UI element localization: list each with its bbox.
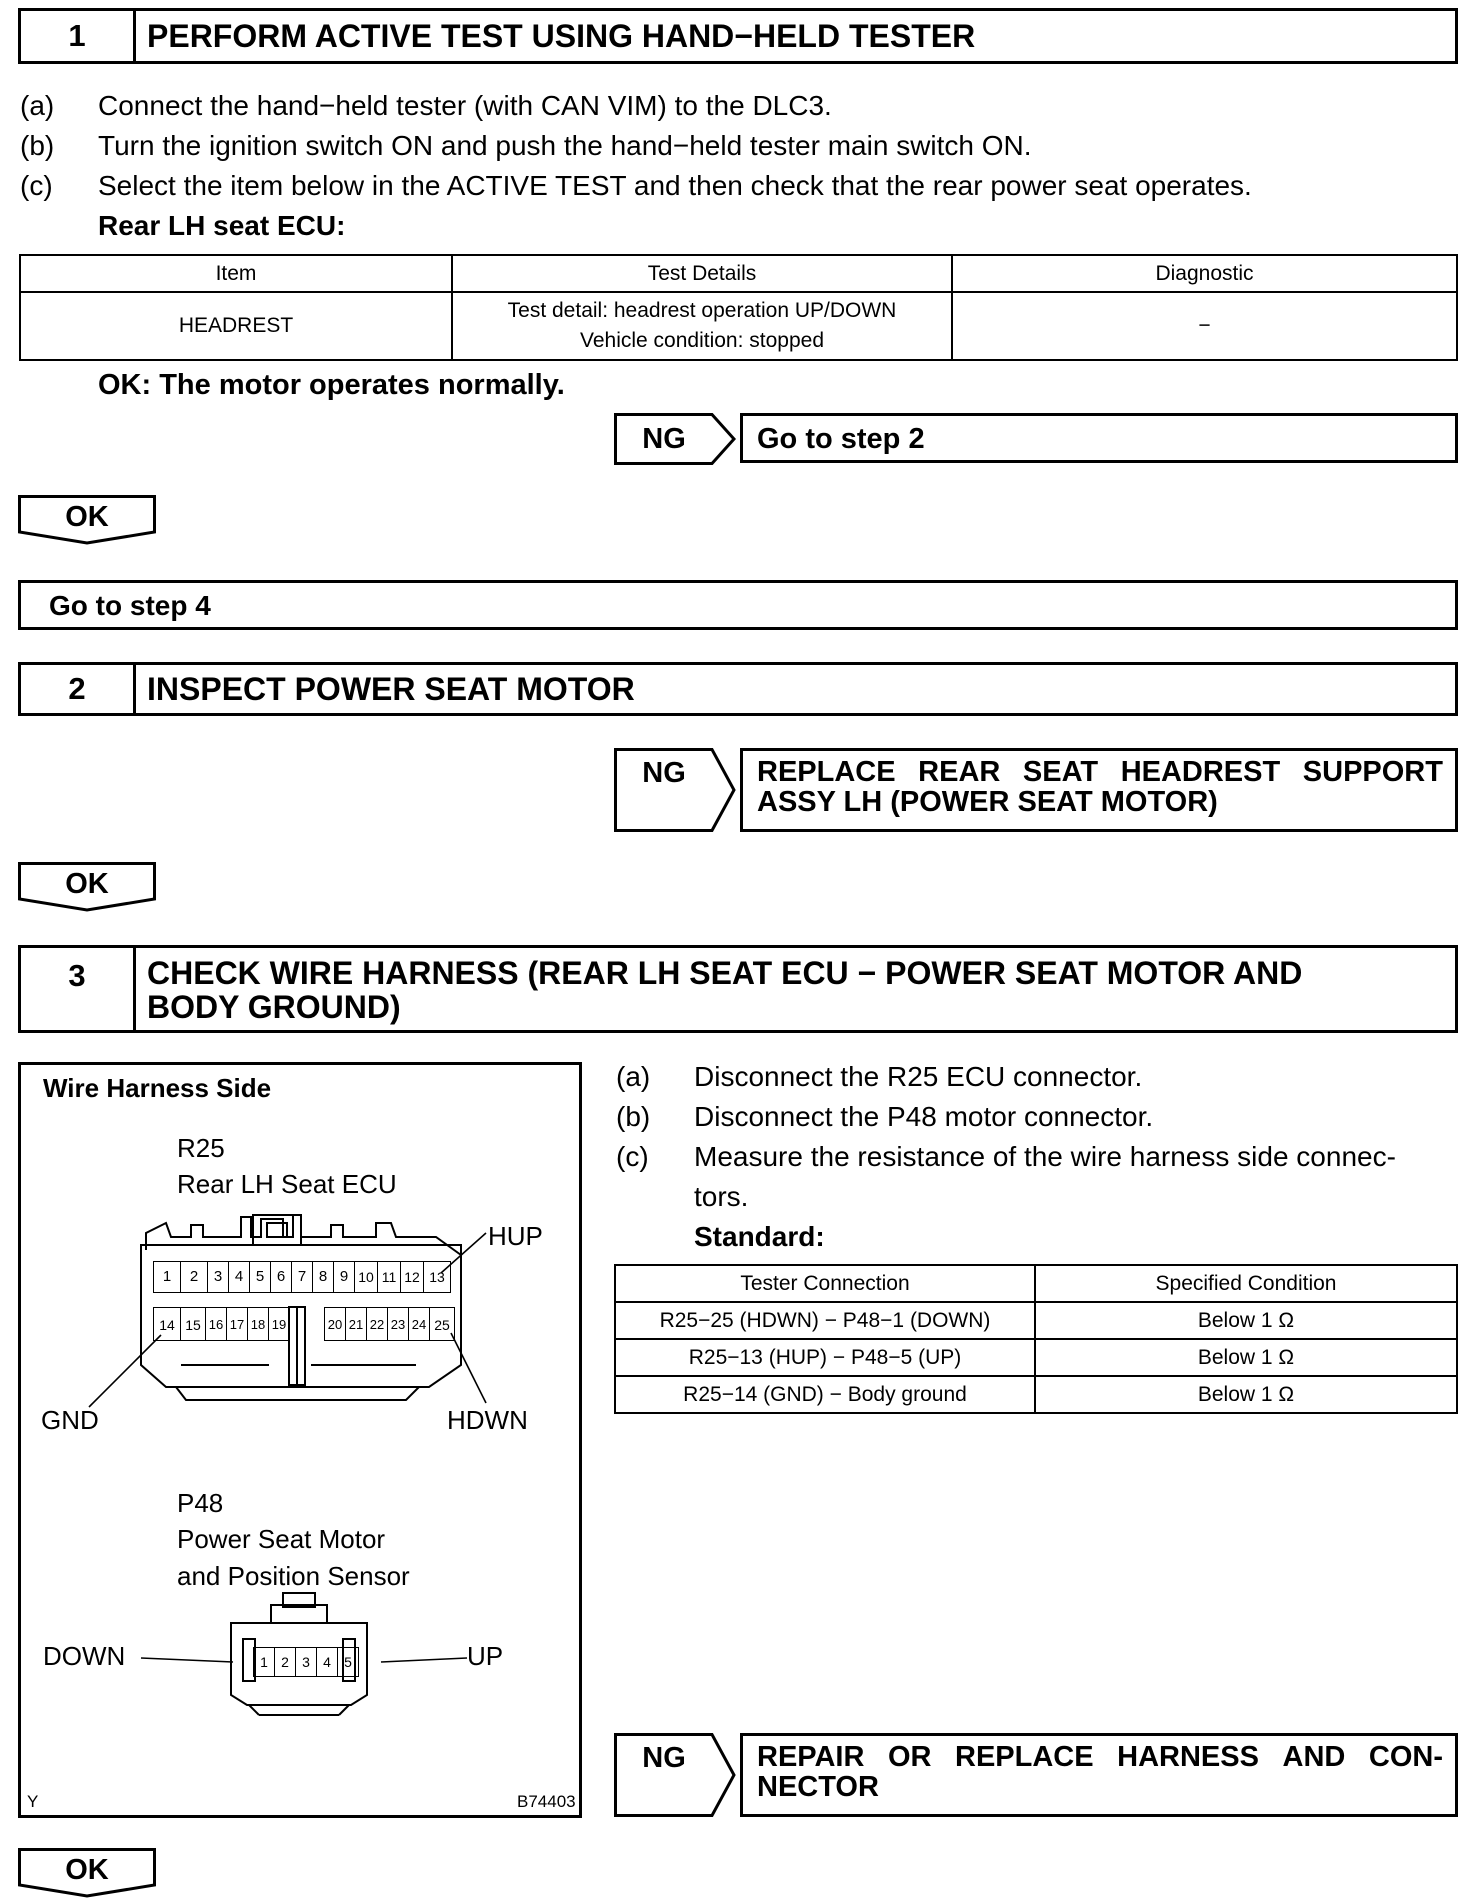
item-text: Connect the hand−held tester (with CAN VIM) to the DLC3.	[98, 90, 832, 121]
p48-pin-row	[253, 1647, 359, 1677]
ng-result-text: Go to step 2	[757, 423, 925, 455]
pin-cell: 18	[248, 1307, 269, 1341]
result-word: HARNESS	[1117, 1741, 1259, 1773]
step-title	[147, 948, 1445, 1030]
pin-cell: 20	[324, 1307, 346, 1341]
ng-label: NG	[642, 757, 686, 789]
ok-label: OK	[65, 501, 109, 533]
step-title: INSPECT POWER SEAT MOTOR	[147, 671, 635, 707]
hup-label: HUP	[488, 1221, 543, 1251]
pin-cell: 14	[153, 1307, 181, 1341]
step-title-line2: BODY GROUND)	[147, 989, 401, 1025]
ng-result-box	[740, 413, 1458, 463]
pin-cell: 13	[429, 1269, 445, 1285]
ng-label: NG	[642, 1742, 686, 1774]
pin-cell: 7	[292, 1262, 313, 1292]
table-cell: R25−25 (HDWN) − P48−1 (DOWN)	[615, 1302, 1035, 1339]
up-label: UP	[467, 1641, 504, 1671]
item-label: (b)	[20, 130, 55, 161]
p48-code: P48	[177, 1488, 224, 1518]
table-cell-detail	[452, 292, 952, 360]
pin-cell: 12	[401, 1262, 424, 1292]
pin-cell: 8	[313, 1262, 334, 1292]
ng-result-box	[740, 1733, 1458, 1817]
gnd-label: GND	[41, 1405, 99, 1435]
pin-cell: 3	[208, 1262, 229, 1292]
wire-harness-diagram	[18, 1062, 582, 1818]
pin-cell: 4	[229, 1262, 250, 1292]
standard-heading: Standard:	[694, 1221, 825, 1252]
item-label: (c)	[20, 170, 53, 201]
corner-left: Y	[27, 1792, 39, 1811]
table-cell: Below 1 Ω	[1035, 1302, 1457, 1339]
table-row	[615, 1376, 1457, 1413]
p48-connector-icon	[21, 1065, 579, 1815]
result-word: SEAT	[1022, 756, 1099, 788]
pin-cell: 24	[409, 1307, 430, 1341]
down-label: DOWN	[43, 1641, 126, 1671]
pin-cell: 2	[275, 1648, 296, 1676]
pin-cell: 5	[250, 1262, 271, 1292]
table-header: Item	[20, 255, 452, 292]
diagram-heading: Wire Harness Side	[43, 1073, 272, 1103]
r25-code: R25	[177, 1133, 225, 1163]
ok-label: OK	[65, 1854, 109, 1886]
step-number: 2	[21, 665, 136, 713]
ng-result-line1	[757, 757, 1443, 787]
pin-cell: 5	[344, 1654, 352, 1670]
item-text: Turn the ignition switch ON and push the hand−held tester main switch ON.	[98, 130, 1032, 161]
item-text: Disconnect the P48 motor connector.	[694, 1101, 1154, 1132]
result-word: REPLACE	[955, 1741, 1094, 1773]
pin-cell: 19	[269, 1307, 290, 1341]
ng-result-line2: NECTOR	[757, 1771, 879, 1803]
pin-cell: 23	[388, 1307, 409, 1341]
result-word: REPAIR	[757, 1741, 865, 1773]
pin-cell: 11	[378, 1262, 401, 1292]
step-title-line1: CHECK WIRE HARNESS (REAR LH SEAT ECU − POWER SEAT MOTOR AND	[147, 955, 1303, 991]
ok-result-text: Go to step 4	[49, 590, 211, 621]
hdwn-label: HDWN	[447, 1405, 528, 1435]
table-cell-diagnostic: −	[952, 292, 1457, 360]
pin-cell: 6	[271, 1262, 292, 1292]
item-label: (b)	[616, 1101, 651, 1132]
result-word: SUPPORT	[1302, 756, 1443, 788]
table-header: Test Details	[452, 255, 952, 292]
result-word: REPLACE	[757, 756, 896, 788]
table-cell: Below 1 Ω	[1035, 1376, 1457, 1413]
item-label: (a)	[616, 1061, 651, 1092]
step-number: 1	[21, 11, 136, 61]
table-header: Diagnostic	[952, 255, 1457, 292]
table-row	[615, 1339, 1457, 1376]
p48-name2: and Position Sensor	[177, 1561, 410, 1591]
resistance-table	[614, 1264, 1458, 1414]
pin-cell: 16	[206, 1307, 227, 1341]
table-header-row	[20, 255, 1457, 292]
ng-result-box	[740, 748, 1458, 832]
item-label: (a)	[20, 90, 55, 121]
pin-cell: 4	[317, 1648, 338, 1676]
pin-cell: 17	[227, 1307, 248, 1341]
ng-label: NG	[642, 423, 686, 455]
pin-cell: 9	[334, 1262, 355, 1292]
item-text: Disconnect the R25 ECU connector.	[694, 1061, 1143, 1092]
result-word: OR	[887, 1741, 932, 1773]
detail-line: Vehicle condition: stopped	[579, 329, 824, 352]
table-row	[615, 1302, 1457, 1339]
table-header: Specified Condition	[1035, 1265, 1457, 1302]
pin-cell: 3	[296, 1648, 317, 1676]
table-cell-item: HEADREST	[20, 292, 452, 360]
table-header-row	[615, 1265, 1457, 1302]
active-test-table	[19, 254, 1458, 361]
step-title: PERFORM ACTIVE TEST USING HAND−HELD TESTER	[147, 18, 976, 54]
p48-name1: Power Seat Motor	[177, 1524, 386, 1554]
pin-cell: 21	[346, 1307, 367, 1341]
ok-statement: OK: The motor operates normally.	[98, 369, 565, 401]
step3-header	[18, 945, 1458, 1033]
figure-code: B74403	[517, 1792, 576, 1811]
step-number: 3	[21, 948, 136, 1030]
table-cell: Below 1 Ω	[1035, 1339, 1457, 1376]
r25-name: Rear LH Seat ECU	[177, 1169, 397, 1199]
pin-cell: 2	[181, 1262, 208, 1292]
result-word: HEADREST	[1120, 756, 1281, 788]
pin-cell: 25	[430, 1307, 455, 1341]
ok-result-box	[18, 580, 1458, 630]
item-text: Select the item below in the ACTIVE TEST and then check that the rear power seat operates.	[98, 170, 1252, 201]
result-word: CON-	[1368, 1741, 1443, 1773]
step2-header	[18, 662, 1458, 716]
ng-result-line1	[757, 1742, 1443, 1772]
subheading: Rear LH seat ECU:	[98, 210, 346, 241]
step1-header	[18, 8, 1458, 64]
detail-line: Test detail: headrest operation UP/DOWN	[507, 299, 897, 322]
pin-cell: 15	[181, 1307, 206, 1341]
table-row	[20, 292, 1457, 360]
item-text: Measure the resistance of the wire harness side connec-	[694, 1141, 1396, 1172]
item-label: (c)	[616, 1141, 649, 1172]
ok-label: OK	[65, 868, 109, 900]
pin-cell: 1	[254, 1648, 275, 1676]
pin-cell: 22	[367, 1307, 388, 1341]
pin-cell: 1	[154, 1262, 181, 1292]
result-word: AND	[1282, 1741, 1346, 1773]
pin-cell: 10	[355, 1262, 378, 1292]
item-text-continued: tors.	[694, 1181, 749, 1212]
result-word: REAR	[918, 756, 1001, 788]
table-cell: R25−13 (HUP) − P48−5 (UP)	[615, 1339, 1035, 1376]
ng-result-line2: ASSY LH (POWER SEAT MOTOR)	[757, 786, 1218, 818]
table-header: Tester Connection	[615, 1265, 1035, 1302]
table-cell: R25−14 (GND) − Body ground	[615, 1376, 1035, 1413]
